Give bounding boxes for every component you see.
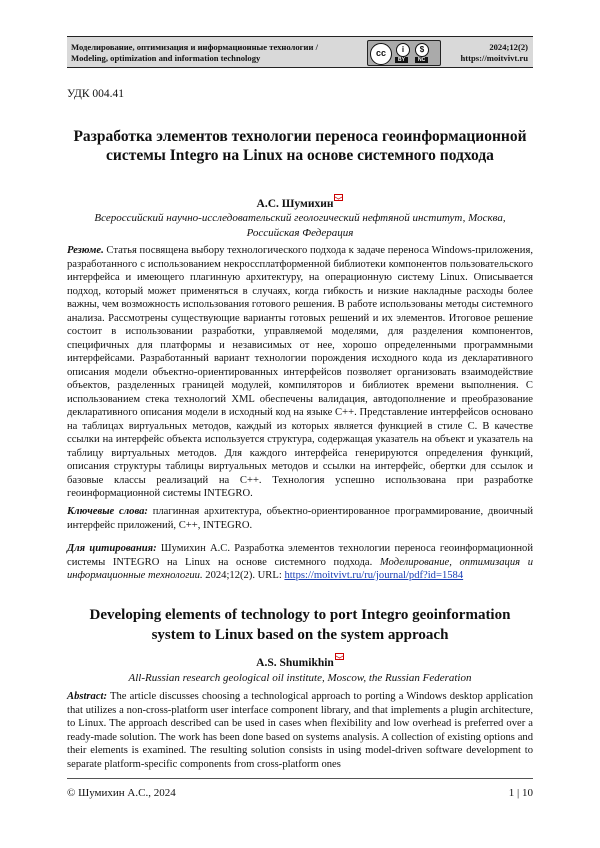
journal-header xyxy=(67,36,533,68)
cc-license-badge[interactable] xyxy=(367,40,441,66)
citation-issue: 2024;12(2). URL: xyxy=(205,570,282,581)
citation-url[interactable]: https://moitvivt.ru/ru/journal/pdf?id=1584 xyxy=(284,570,464,581)
citation-text: Шумихин А.С. Разработка элементов технологии переноса геоинформационной системы INTEGRO на Linux на основе системного подхода. xyxy=(67,543,533,568)
no-dollar-icon: $ xyxy=(415,43,429,57)
udk-code: УДК 004.41 xyxy=(67,88,124,100)
keywords-text-ru: плагинная архитектура, объектно-ориентированное программирование, двоичный интерфейс приложений, C++, INTEGRO. xyxy=(67,506,533,531)
journal-name-ru: Моделирование, оптимизация и информационные технологии / xyxy=(71,42,318,52)
affiliation-en: All-Russian research geological oil institute, Moscow, the Russian Federation xyxy=(128,672,472,684)
citation-ru xyxy=(67,542,533,583)
footer-divider xyxy=(67,778,533,779)
journal-name-en: Modeling, optimization and information technology xyxy=(71,52,261,63)
article-title-ru: Разработка элементов технологии переноса геоинформационной системы Integro на Linux на основе системного подхода xyxy=(73,128,527,164)
person-icon: i xyxy=(396,43,410,57)
abstract-label-ru: Резюме. xyxy=(67,245,104,256)
license-by: BY xyxy=(395,57,408,63)
mail-icon[interactable] xyxy=(334,194,343,201)
journal-site[interactable]: https://moitvivt.ru xyxy=(460,52,528,63)
journal-name xyxy=(71,42,361,63)
cc-icon: cc xyxy=(370,43,392,65)
issue-number: 2024;12(2) xyxy=(489,42,528,52)
citation-label: Для цитирования: xyxy=(67,543,157,554)
abstract-label-en: Abstract: xyxy=(67,691,108,702)
abstract-text-en: The article discusses choosing a technological approach to porting a Windows desktop application that utilizes a non-cross-platform user interface component library, and that implements a plugin architecture, to Linux. The approach described can be used in cases when flexibility and low overhead is preferred over a ready-made solution. The work has been done based on systems analysis. A collection of existing options and their elements is examined. The resulting solution consists in using model-driven software development to separate platform-specific components from cross-platform ones xyxy=(67,691,533,770)
article-title-en: Developing elements of technology to port Integro geoinformation system to Linux based on the system approach xyxy=(89,607,511,643)
issue-info xyxy=(460,42,528,63)
license-nc: NC xyxy=(415,57,428,63)
keywords-ru xyxy=(67,505,533,532)
author-name-en: A.S. Shumikhin xyxy=(256,657,334,669)
author-name-ru: А.С. Шумихин xyxy=(256,198,334,210)
mail-icon-en[interactable] xyxy=(335,653,344,660)
abstract-ru xyxy=(67,244,533,501)
citation-journal: Моделирование, оптимизация и информационные технологии. xyxy=(67,556,533,581)
abstract-en xyxy=(67,690,533,771)
affiliation-ru: Всероссийский научно-исследовательский геологический нефтяной институт, Москва, Российская Федерация xyxy=(94,212,506,239)
author-ru xyxy=(67,194,533,210)
page-number: 1 | 10 xyxy=(508,787,533,799)
copyright: © Шумихин А.С., 2024 xyxy=(67,787,176,799)
keywords-label-ru: Ключевые слова: xyxy=(67,506,148,517)
abstract-text-ru: Статья посвящена выбору технологического подхода к задаче переноса Windows-приложения, разработанного с использованием некроссплатформенной библиотеки компонентов пользовательского интерфейса и имеющего плагинную архитектуру, на операционную систему Linux. Описывается подход, который может применяться в случаях, когда гибкость и низкие накладные расходы более важны, чем возможность использования готового решения. В работе использованы методы системного анализа. Рассмотрены существующие варианты готовых решений и их элементов. Итоговое решение состоит в использовании разработки, управляемой моделями, для разделения компонентов, специфичных для платформы и независимых от нее, хорошо определенными программными интерфейсами. Разработанный вариант технологии порождения исходного кода из декларативного описания модели объектно-ориентированных интерфейсов позволяет организовать взаимодействие объектов, разделенных границей модулей, компиляторов и библиотек времени выполнения. С использованием стека технологий XML обеспечены валидация, автодополнение и преобразование декларативного описания модели в исходный код на языке C++. Представление интерфейсов основано на таблицах виртуальных методов, каждый из которых является функцией в стиле C. В качестве ссылки на интерфейс объекта используется структура, содержащая указатель на объект и указатель на таблицу виртуальных методов. Для каждого интерфейса генерируются определения функций, описания структуры таблицы виртуальных методов и ссылки на интерфейс, обертки для ссылок и базовые классы реализаций на C++. Технология успешно использована при разработке геоинформационной системы INTEGRO. xyxy=(67,245,533,499)
author-en xyxy=(67,653,533,669)
